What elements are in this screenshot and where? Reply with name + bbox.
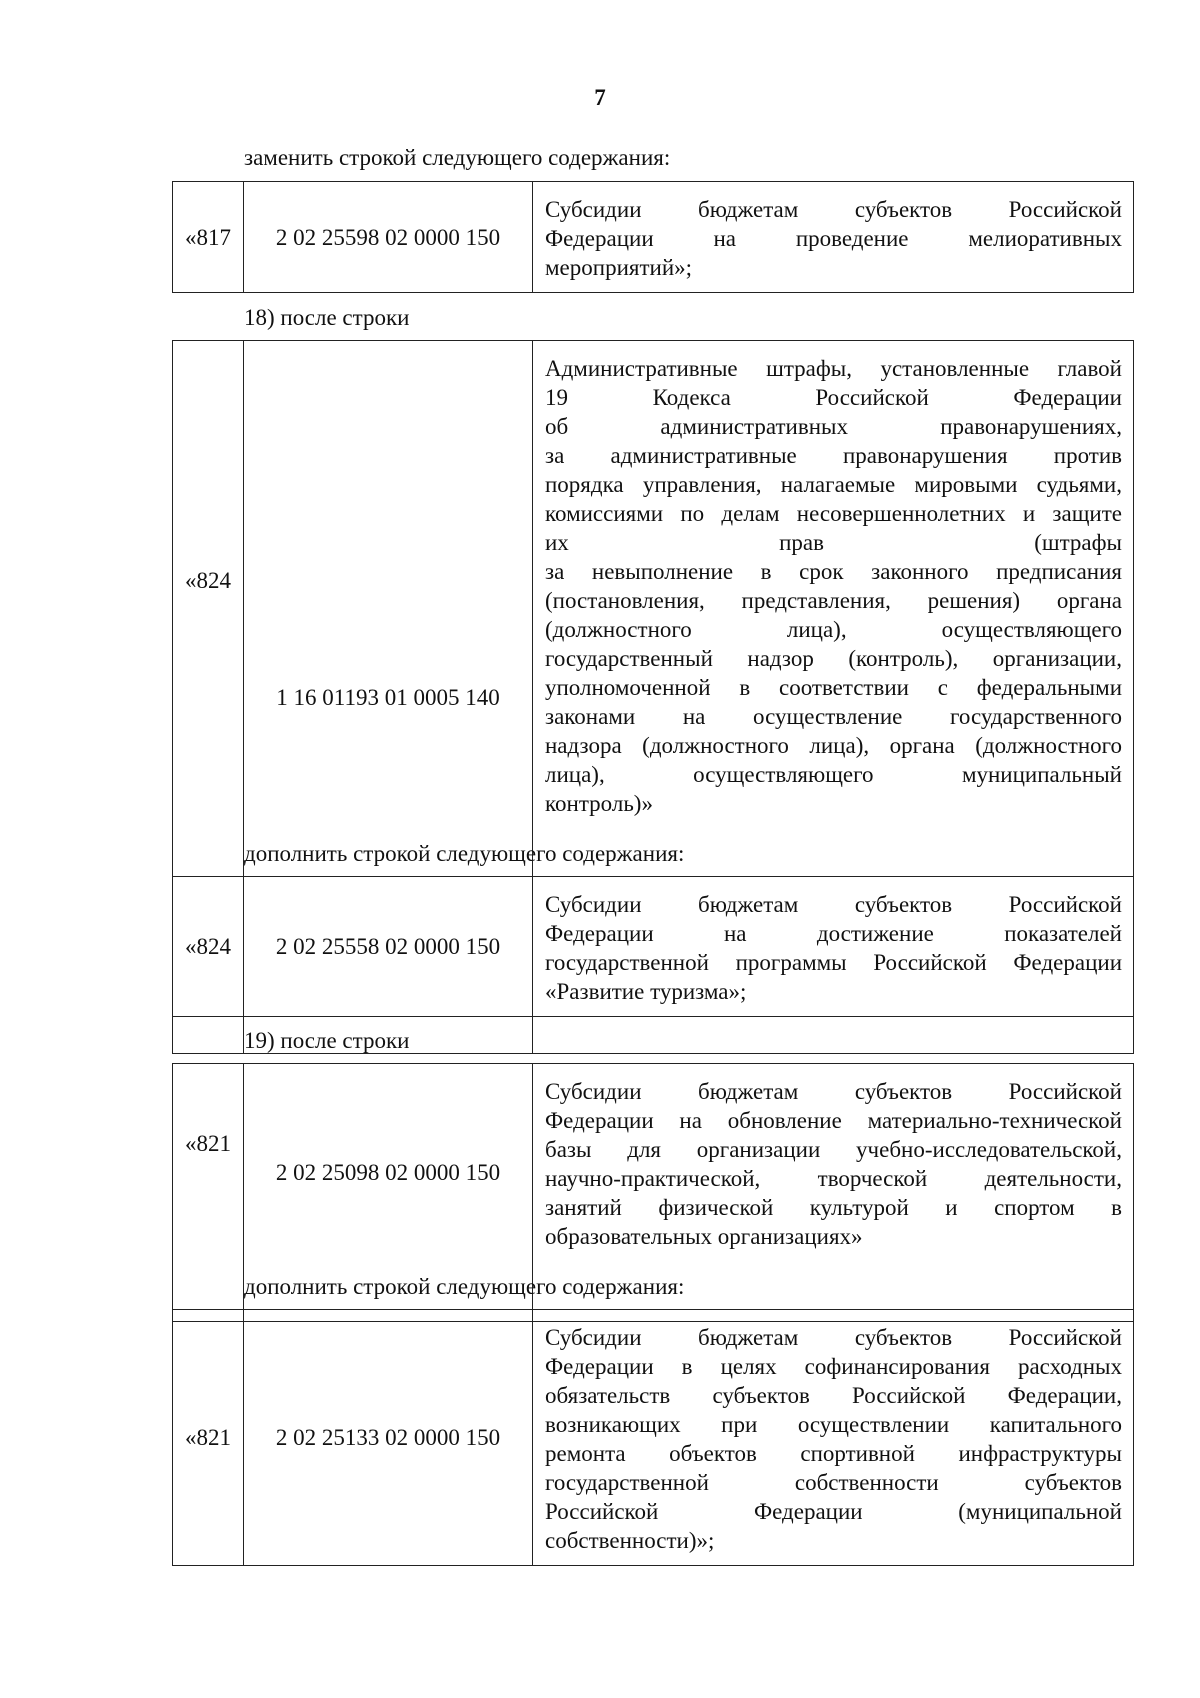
desc-line: (должностного лица), осуществляющего [545,617,1122,642]
row-description [533,877,1134,1017]
desc-line: мероприятий»; [545,255,693,280]
desc-line: возникающих при осуществлении капитального [545,1412,1122,1437]
desc-line: об административных правонарушениях, [545,414,1122,439]
desc-line: за невыполнение в срок законного предписания [545,559,1122,584]
row-code: «817 [173,182,244,293]
row-kbk: 2 02 25133 02 0000 150 [244,1310,533,1566]
desc-line: государственной программы Российской Федерации [545,950,1122,975]
desc-line: Субсидии бюджетам субъектов Российской [545,892,1122,917]
desc-line: базы для организации учебно-исследовательской, [545,1137,1122,1162]
row-code: «824 [173,341,244,1054]
desc-line: обязательств субъектов Российской Федерации, [545,1383,1122,1408]
desc-line: занятий физической культурой и спортом в [545,1195,1122,1220]
row-code: «824 [173,877,244,1017]
row-kbk: 1 16 01193 01 0005 140 [244,341,533,1054]
row-kbk: 2 02 25098 02 0000 150 [244,1064,533,1322]
instruction-after-line-18: 18) после строки [244,305,410,330]
desc-line: (постановления, представления, решения) органа [545,588,1122,613]
desc-line: Субсидии бюджетам субъектов Российской [545,197,1122,222]
desc-line: порядка управления, налагаемые мировыми судьями, [545,472,1122,497]
desc-line: за административные правонарушения против [545,443,1122,468]
instruction-add-row-2: дополнить строкой следующего содержания: [244,1274,685,1299]
table-row-817 [172,181,1134,293]
desc-line: Российской Федерации (муниципальной [545,1499,1122,1524]
desc-line: 19 Кодекса Российской Федерации [545,385,1122,410]
page-number: 7 [594,85,606,110]
desc-line: ремонта объектов спортивной инфраструктуры [545,1441,1122,1466]
row-kbk: 2 02 25558 02 0000 150 [244,877,533,1017]
row-kbk: 2 02 25598 02 0000 150 [244,182,533,293]
desc-line: комиссиями по делам несовершеннолетних и защите [545,501,1122,526]
row-code: «821 [173,1310,244,1566]
desc-line: Федерации в целях софинансирования расходных [545,1354,1122,1379]
table-row-821-sports [172,1309,1134,1566]
desc-line: собственности)»; [545,1528,715,1553]
desc-line: их прав (штрафы [545,530,1122,555]
desc-line: Административные штрафы, установленные главой [545,356,1122,381]
row-description [533,1310,1134,1566]
row-description [533,182,1134,293]
desc-line: уполномоченной в соответствии с федеральными [545,675,1122,700]
instruction-after-line-19: 19) после строки [244,1028,410,1053]
desc-line: государственной собственности субъектов [545,1470,1122,1495]
instruction-replace: заменить строкой следующего содержания: [244,145,671,170]
desc-line: научно-практической, творческой деятельности, [545,1166,1122,1191]
desc-line: государственный надзор (контроль), организации, [545,646,1122,671]
desc-line: контроль)» [545,791,653,816]
desc-line: Субсидии бюджетам субъектов Российской [545,1079,1122,1104]
instruction-add-row: дополнить строкой следующего содержания: [244,841,685,866]
desc-line: Федерации на обновление материально-технической [545,1108,1122,1133]
desc-line: Федерации на достижение показателей [545,921,1122,946]
desc-line: Субсидии бюджетам субъектов Российской [545,1325,1122,1350]
desc-line: «Развитие туризма»; [545,979,747,1004]
desc-line: Федерации на проведение мелиоративных [545,226,1122,251]
row-code: «821 [173,1064,244,1322]
desc-line: законами на осуществление государственного [545,704,1122,729]
desc-line: лица), осуществляющего муниципальный [545,762,1122,787]
desc-line: образовательных организациях» [545,1224,863,1249]
table-row-824-tourism [172,876,1134,1017]
desc-line: надзора (должностного лица), органа (должностного [545,733,1122,758]
